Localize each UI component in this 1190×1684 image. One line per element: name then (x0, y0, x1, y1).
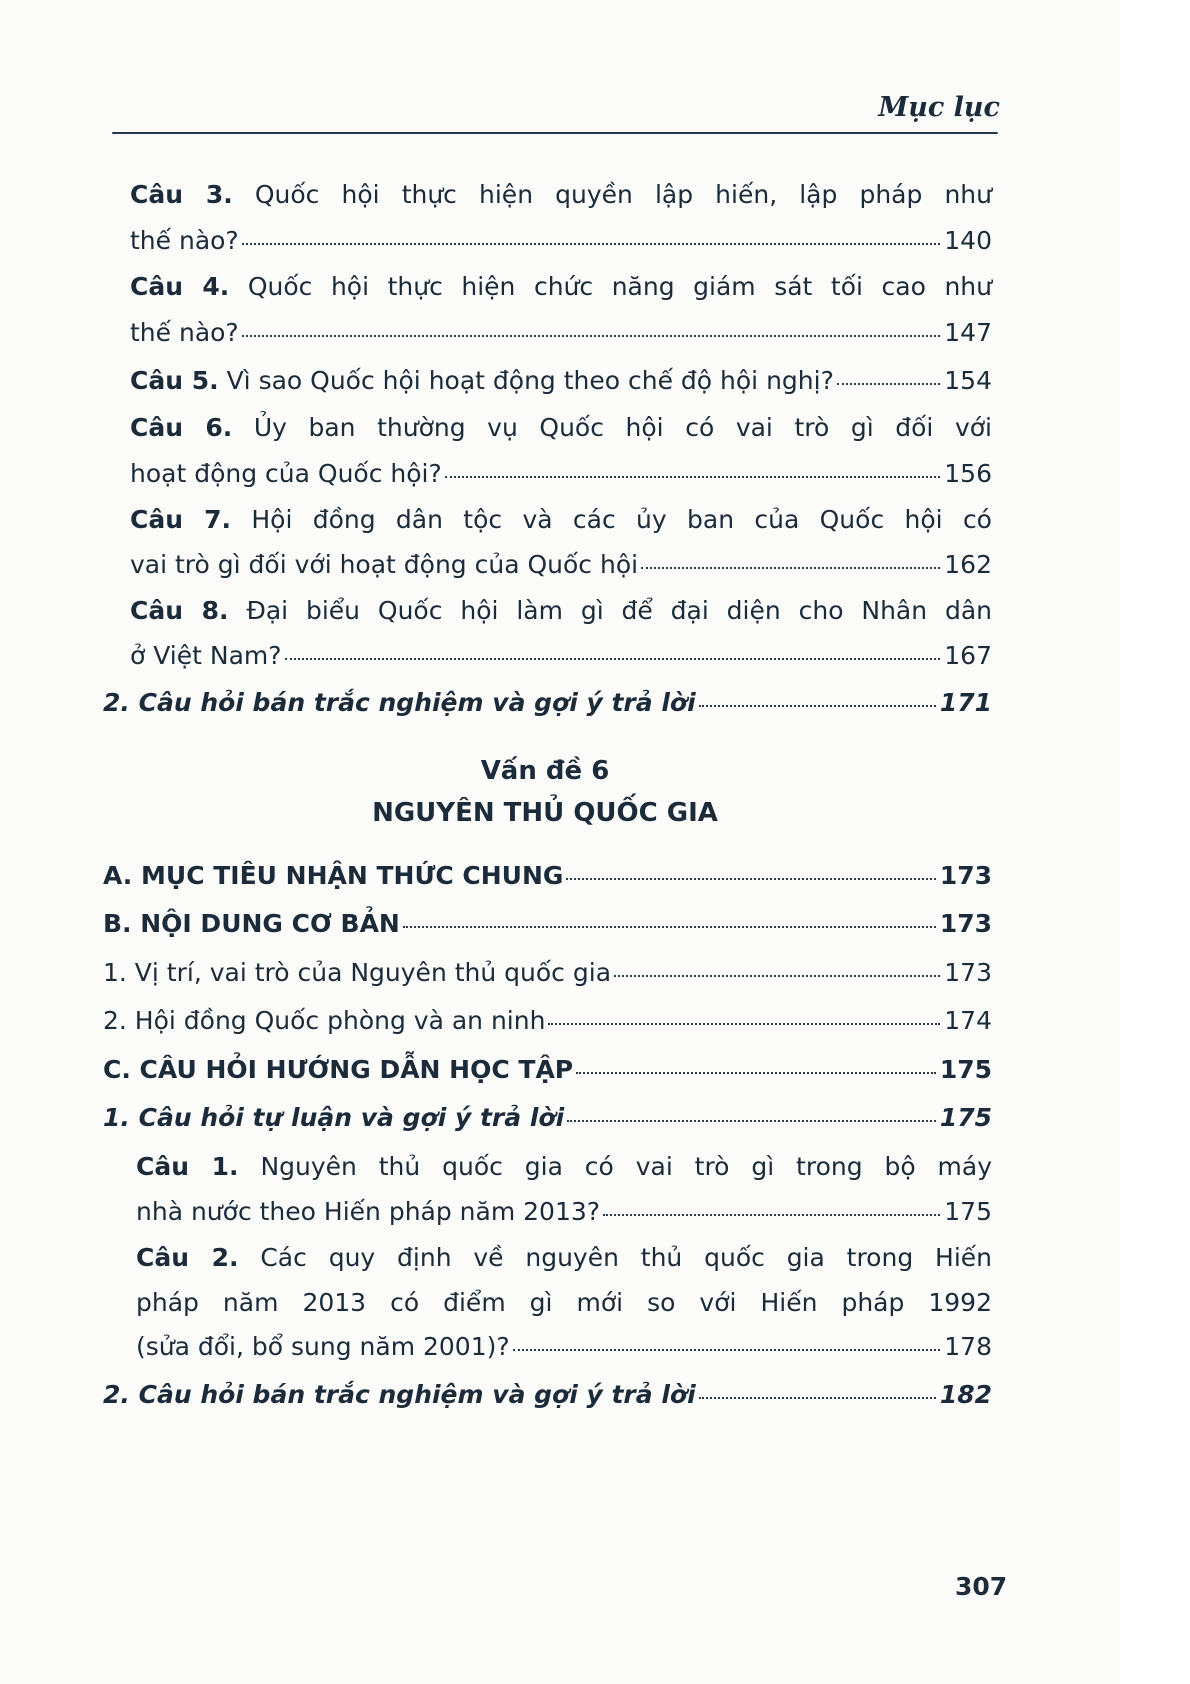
page-ref: 171 (939, 688, 992, 717)
dot-leader (566, 878, 935, 880)
chapter-title: NGUYÊN THỦ QUỐC GIA (372, 798, 718, 828)
question-text: ở Việt Nam? (130, 641, 282, 670)
page-ref: 140 (944, 226, 992, 255)
toc-entry-q3-line1 (130, 180, 992, 210)
question-text: Nguyên thủ quốc gia có vai trò gì trong bộ máy (260, 1152, 992, 1181)
page-ref: 156 (944, 459, 992, 488)
toc-entry-q8-line1 (130, 596, 992, 626)
dot-leader (242, 243, 941, 245)
section-text: A. MỤC TIÊU NHẬN THỨC CHUNG (103, 861, 564, 890)
dot-leader (403, 926, 936, 928)
toc-entry-cq1-line1 (136, 1152, 992, 1182)
header-rule (112, 132, 998, 134)
page-ref: 173 (944, 958, 992, 987)
question-text: vai trò gì đối với hoạt động của Quốc hội (130, 550, 639, 579)
page-number: 307 (955, 1572, 1008, 1601)
toc-entry-c1 (103, 1103, 992, 1133)
dot-leader (567, 1120, 936, 1122)
dot-leader (445, 476, 941, 478)
question-label: Câu 8. (130, 596, 229, 625)
dot-leader (513, 1349, 941, 1351)
toc-entry-q3-line2 (130, 226, 992, 256)
question-label: Câu 2. (136, 1243, 239, 1272)
dot-leader (837, 383, 940, 385)
toc-entry-cq1-line2 (136, 1197, 992, 1227)
toc-entry-b1 (103, 958, 992, 988)
page-ref: 173 (939, 861, 992, 890)
dot-leader (699, 705, 936, 707)
question-text: Đại biểu Quốc hội làm gì để đại diện cho Nhân dân (246, 596, 992, 625)
page-ref: 175 (939, 1055, 992, 1084)
dot-leader (576, 1072, 936, 1074)
question-label: Câu 5. (130, 366, 219, 395)
toc-entry-q5 (130, 366, 992, 396)
question-text: (sửa đổi, bổ sung năm 2001)? (136, 1332, 510, 1361)
question-text: nhà nước theo Hiến pháp năm 2013? (136, 1197, 601, 1226)
question-text: Ủy ban thường vụ Quốc hội có vai trò gì đối với (253, 413, 992, 442)
toc-entry-b2 (103, 1006, 992, 1036)
section-text: C. CÂU HỎI HƯỚNG DẪN HỌC TẬP (103, 1055, 574, 1084)
page-ref: 175 (939, 1103, 992, 1132)
toc-entry-section-b (103, 909, 992, 939)
toc-entry-cq2-line2 (136, 1288, 992, 1318)
toc-entry-cq2-line3 (136, 1332, 992, 1362)
page-margin (1120, 0, 1190, 1684)
question-text: thế nào? (130, 226, 239, 255)
question-text: pháp năm 2013 có điểm gì mới so với Hiến pháp 1992 (136, 1288, 992, 1317)
toc-entry-q6-line1 (130, 413, 992, 443)
subsection-text: 2. Hội đồng Quốc phòng và an ninh (103, 1006, 546, 1035)
section-text: 2. Câu hỏi bán trắc nghiệm và gợi ý trả lời (103, 1380, 696, 1409)
dot-leader (614, 975, 940, 977)
page-ref: 173 (939, 909, 992, 938)
toc-entry-q7-line2 (130, 550, 992, 580)
dot-leader (285, 658, 941, 660)
toc-entry-q7-line1 (130, 505, 992, 535)
dot-leader (603, 1214, 940, 1216)
question-label: Câu 7. (130, 505, 231, 534)
question-text: Các quy định về nguyên thủ quốc gia trong Hiến (260, 1243, 992, 1272)
question-text: thế nào? (130, 318, 239, 347)
section-text: 2. Câu hỏi bán trắc nghiệm và gợi ý trả lời (103, 688, 696, 717)
question-label: Câu 6. (130, 413, 233, 442)
page-ref: 167 (944, 641, 992, 670)
dot-leader (548, 1023, 940, 1025)
page-ref: 162 (944, 550, 992, 579)
toc-entry-multiple-choice (103, 688, 992, 718)
toc-entry-section-c (103, 1055, 992, 1085)
page-ref: 175 (944, 1197, 992, 1226)
question-text: Quốc hội thực hiện quyền lập hiến, lập pháp như (254, 180, 992, 209)
subsection-text: 1. Vị trí, vai trò của Nguyên thủ quốc gia (103, 958, 612, 987)
question-label: Câu 4. (130, 272, 230, 301)
section-text: B. NỘI DUNG CƠ BẢN (103, 909, 400, 938)
toc-entry-q4-line2 (130, 318, 992, 348)
toc-entry-q8-line2 (130, 641, 992, 671)
page-ref: 178 (944, 1332, 992, 1361)
toc-entry-section-a (103, 861, 992, 891)
question-label: Câu 3. (130, 180, 233, 209)
running-header: Mục lục (878, 92, 1000, 123)
section-text: 1. Câu hỏi tự luận và gợi ý trả lời (103, 1103, 565, 1132)
question-text: Vì sao Quốc hội hoạt động theo chế độ hội nghị? (226, 366, 834, 395)
toc-entry-c2 (103, 1380, 992, 1410)
question-text: Quốc hội thực hiện chức năng giám sát tối cao như (247, 272, 992, 301)
question-text: Hội đồng dân tộc và các ủy ban của Quốc hội có (251, 505, 992, 534)
dot-leader (699, 1397, 936, 1399)
page-ref: 174 (944, 1006, 992, 1035)
page-ref: 147 (944, 318, 992, 347)
toc-entry-cq2-line1 (136, 1243, 992, 1273)
dot-leader (242, 335, 941, 337)
question-text: hoạt động của Quốc hội? (130, 459, 442, 488)
chapter-number: Vấn đề 6 (480, 756, 610, 786)
dot-leader (641, 567, 940, 569)
toc-entry-q6-line2 (130, 459, 992, 489)
page-ref: 182 (939, 1380, 992, 1409)
page-ref: 154 (944, 366, 992, 395)
question-label: Câu 1. (136, 1152, 239, 1181)
toc-entry-q4-line1 (130, 272, 992, 302)
